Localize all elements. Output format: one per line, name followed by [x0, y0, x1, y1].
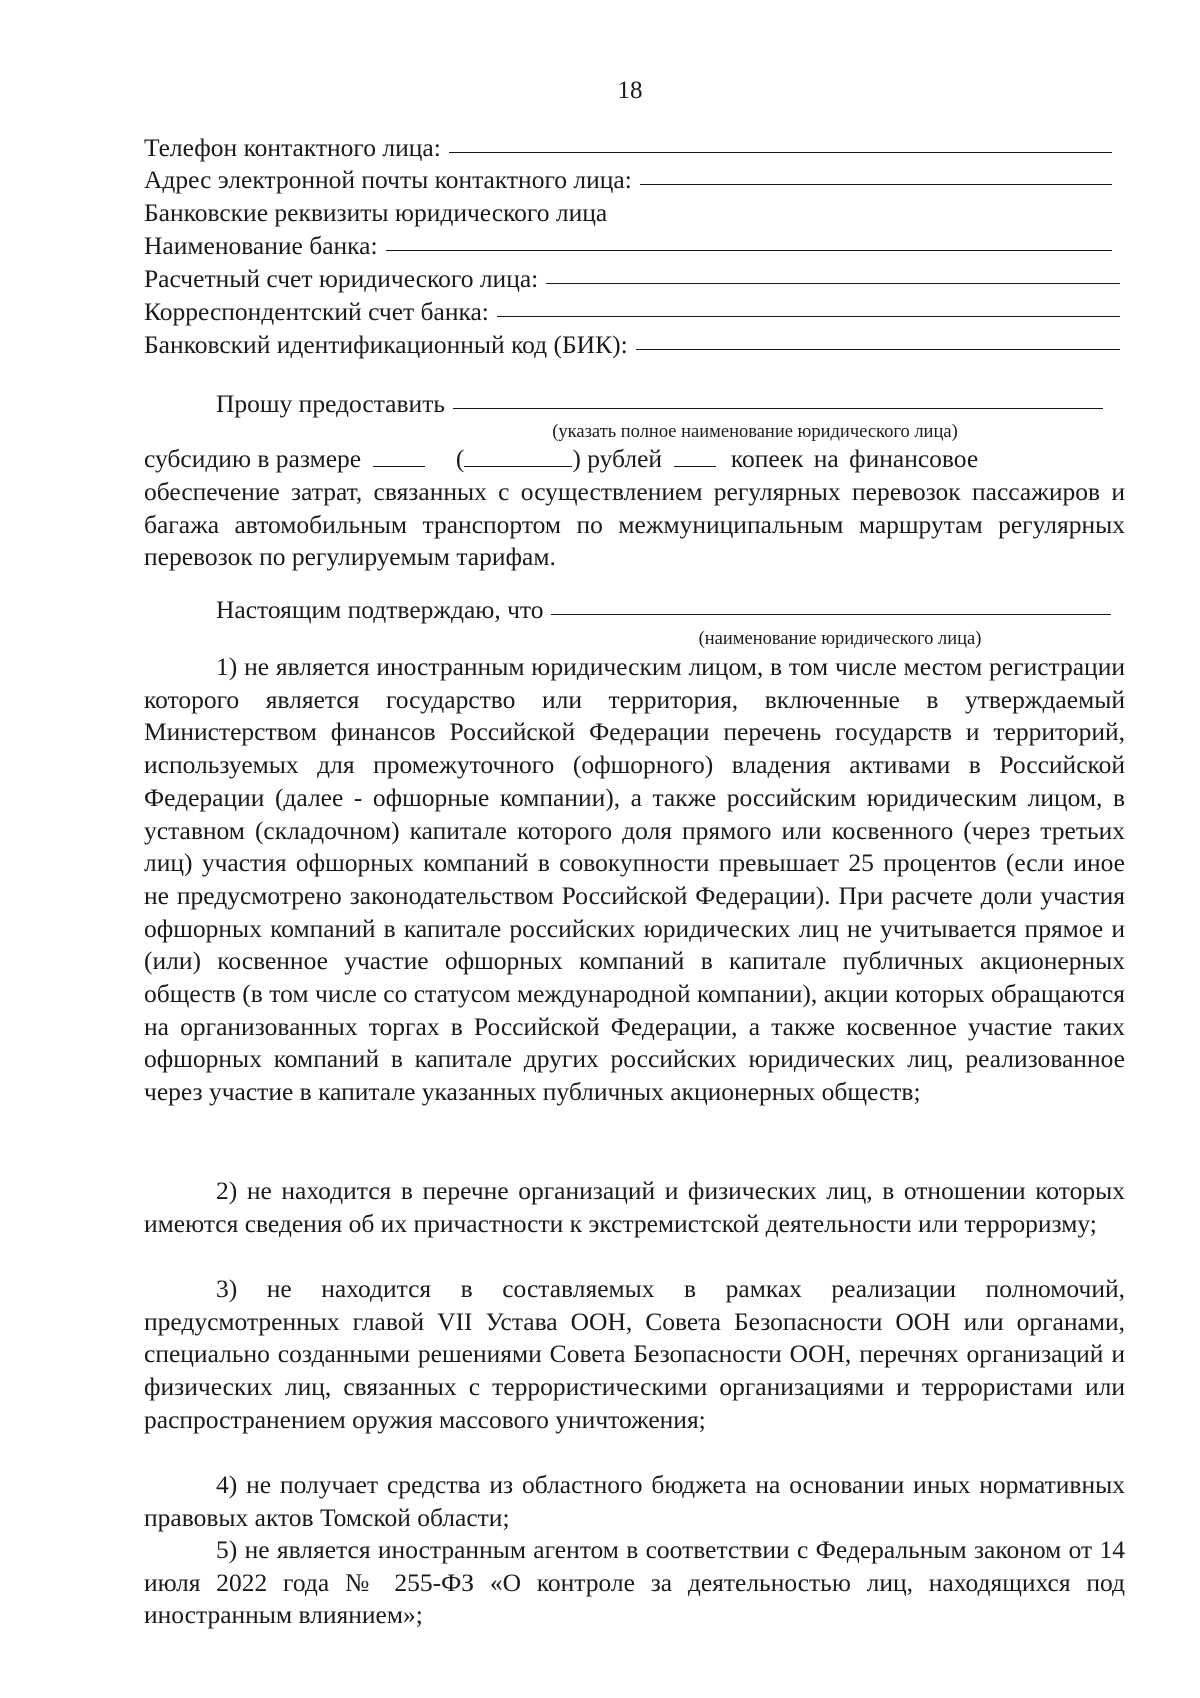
page-number: 18: [617, 77, 643, 104]
subsidy-rubles-label: ) рублей: [572, 444, 663, 473]
bik-blank[interactable]: [636, 327, 1120, 350]
bik-label: Банковский идентификационный код (БИК):: [144, 330, 628, 359]
contact-phone-row: [144, 132, 1112, 164]
confirm-hint: (наименование юридического лица): [698, 629, 982, 649]
item-1: 1) не является иностранным юридическим лицом, в том числе местом регистрации которого является государство или территория, включенные в утверждаемый Министерством финансов Российской Федерации перечень государств и территорий, используемых для промежуточного (офшорного) владения активами в Российской Федерации (далее - офшорные компании), а также российским юридическим лицом, в уставном (складочном) капитале которого доля прямого или косвенного (через третьих лиц) участия офшорных компаний в совокупности превышает 25 процентов (если иное не предусмотрено законодательством Российской Федерации). При расчете доли участия офшорных компаний в капитале российских юридических лиц не учитывается прямое и (или) косвенное участие офшорных компаний в капитале публичных акционерных обществ (в том числе со статусом международной компании), акции которых обращаются на организованных торгах в Российской Федерации, а также косвенное участие таких офшорных компаний в капитале других российских юридических лиц, реализованное через участие в капитале указанных публичных акционерных обществ;: [144, 652, 1125, 1107]
settlement-account-row: [144, 263, 1120, 295]
correspondent-account-row: [144, 296, 1120, 328]
subsidy-purpose-text: обеспечение затрат, связанных с осуществлением регулярных перевозок пассажиров и багажа автомобильным транспортом по межмуниципальным маршрутам регулярных перевозок по регулируемым тарифам.: [144, 477, 1125, 572]
subsidy-kopecks-label: копеек на финансовое: [730, 444, 979, 473]
confirm-label: Настоящим подтверждаю, что: [216, 595, 544, 624]
item-2: 2) не находится в перечне организаций и физических лиц, в отношении которых имеются сведения об их причастности к экстремистской деятельности или терроризму;: [144, 1176, 1125, 1238]
bank-name-row: [144, 230, 1112, 262]
item-4: 4) не получает средства из областного бюджета на основании иных нормативных правовых актов Томской области;: [144, 1470, 1125, 1532]
contact-phone-blank[interactable]: [449, 130, 1112, 153]
subsidy-amount-label: субсидию в размере: [144, 444, 362, 473]
settlement-account-blank[interactable]: [546, 261, 1120, 284]
item-5: 5) не является иностранным агентом в соответствии с Федеральным законом от 14 июля 2022 года № 255-ФЗ «О контроле за деятельностью лиц, находящихся под иностранным влиянием»;: [144, 1535, 1125, 1630]
bik-row: [144, 329, 1120, 361]
confirm-organization-blank[interactable]: [551, 592, 1111, 615]
subsidy-line: [144, 443, 1125, 476]
correspondent-account-label: Корреспондентский счет банка:: [144, 297, 489, 326]
item-3: 3) не находится в составляемых в рамках реализации полномочий, предусмотренных главой VII Устава ООН, Совета Безопасности ООН или органами, специально созданными решениями Совета Безопасности ООН, перечнях организаций и физических лиц, связанных с террористическими организациями и террористами или распространением оружия массового уничтожения;: [144, 1274, 1125, 1434]
bank-name-blank[interactable]: [386, 228, 1112, 251]
request-label: Прошу предоставить: [216, 389, 445, 418]
contact-email-row: [144, 164, 1112, 196]
bank-details-heading-row: [144, 197, 1119, 229]
request-organization-blank[interactable]: [453, 386, 1103, 409]
request-row: [216, 388, 1103, 420]
request-hint: (указать полное наименование юридического лица): [552, 422, 958, 442]
subsidy-kopecks-blank[interactable]: [674, 444, 716, 467]
settlement-account-label: Расчетный счет юридического лица:: [144, 264, 539, 293]
bank-name-label: Наименование банка:: [144, 231, 378, 260]
bank-details-heading: Банковские реквизиты юридического лица: [144, 198, 608, 227]
subsidy-words-blank[interactable]: [464, 444, 572, 467]
correspondent-account-blank[interactable]: [497, 294, 1120, 317]
confirm-row: [216, 594, 1111, 626]
subsidy-open-paren: (: [455, 444, 465, 473]
contact-email-blank[interactable]: [640, 162, 1112, 185]
subsidy-amount-blank[interactable]: [373, 444, 425, 467]
contact-phone-label: Телефон контактного лица:: [144, 133, 441, 162]
contact-email-label: Адрес электронной почты контактного лица:: [144, 165, 632, 194]
